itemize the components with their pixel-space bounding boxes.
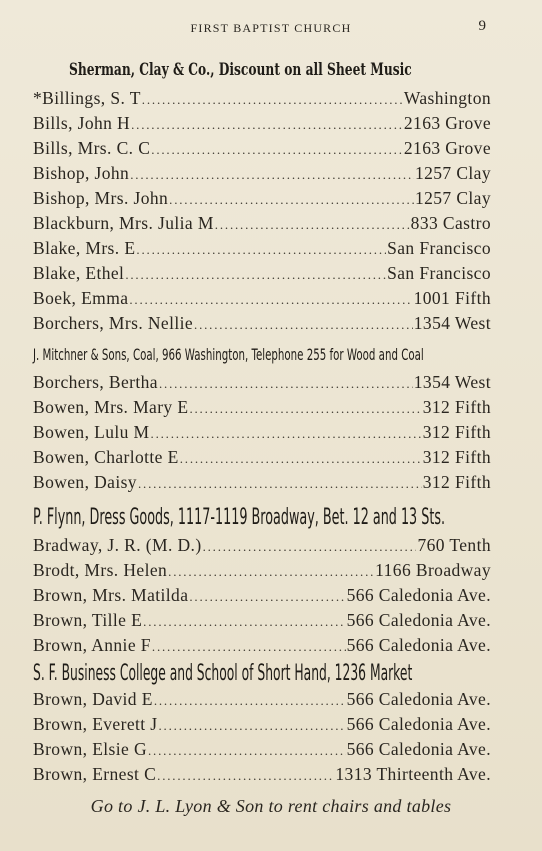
entry-name: Bowen, Lulu M [33,422,150,442]
dot-leader [142,92,403,108]
entry-name: Bowen, Mrs. Mary E [33,397,189,417]
directory-entry [33,610,491,634]
ad-business-college: S. F. Business College and School of Short Hand, 1236 Market [33,661,413,686]
directory-entry [33,213,491,237]
directory-entry [33,188,491,212]
entry-address: 833 Castro [410,213,491,233]
directory-entry [33,238,491,262]
entry-name: Blackburn, Mrs. Julia M [33,213,214,233]
entry-address: 1354 West [413,372,491,392]
ad-flynn-dress-goods: P. Flynn, Dress Goods, 1117-1119 Broadway, Bet. 12 and 13 Sts. [33,505,446,530]
dot-leader [168,564,374,580]
entry-name: Bishop, Mrs. John [33,188,169,208]
entry-name: Brown, Annie F [33,635,151,655]
entry-name: Bills, Mrs. C. C [33,138,151,158]
entry-name: Blake, Mrs. E [33,238,136,258]
dot-leader [131,117,403,133]
running-head [0,18,542,38]
directory-entry [33,560,491,584]
directory-entry [33,739,491,763]
entry-name: Bowen, Daisy [33,472,137,492]
entry-address: 1166 Broadway [375,560,491,580]
page-number: 9 [478,18,486,34]
directory-entry [33,635,491,659]
entry-name: Brown, David E [33,689,153,709]
entry-address: 1313 Thirteenth Ave. [335,764,491,784]
directory-entry [33,714,491,738]
dot-leader [180,451,422,467]
entry-name: Borchers, Mrs. Nellie [33,313,194,333]
entry-address: Washington [403,88,491,108]
entry-name: Brown, Everett J [33,714,158,734]
dot-leader [138,476,422,492]
dot-leader [203,539,417,555]
entry-address: 312 Fifth [422,447,491,467]
directory-entry [33,313,491,337]
entry-address: 566 Caledonia Ave. [346,739,491,759]
directory-entry [33,397,491,421]
entry-address: 2163 Grove [403,138,491,158]
dot-leader [215,217,410,233]
entry-name: Bradway, J. R. (M. D.) [33,535,202,555]
dot-leader [129,292,412,308]
entry-name: Bishop, John [33,163,130,183]
entry-address: 312 Fifth [422,397,491,417]
dot-leader [194,317,413,333]
directory-entry [33,447,491,471]
dot-leader [136,242,386,258]
dot-leader [189,401,421,417]
directory-entry [33,422,491,446]
dot-leader [151,426,422,442]
directory-entry [33,288,491,312]
entry-address: 1257 Clay [414,163,491,183]
directory-entry [33,535,491,559]
dot-leader [157,768,334,784]
entry-name: Bills, John H [33,113,131,133]
entry-name: Brown, Mrs. Matilda [33,585,189,605]
entry-address: 566 Caledonia Ave. [346,714,491,734]
ad-mitchner-coal: J. Mitchner & Sons, Coal, 966 Washington, Telephone 255 for Wood and Coal [33,345,424,364]
entry-name: Boek, Emma [33,288,129,308]
entry-address: 760 Tenth [417,535,491,555]
entry-address: 1354 West [413,313,491,333]
entry-address: San Francisco [387,263,491,283]
directory-entry [33,263,491,287]
dot-leader [159,376,413,392]
entry-name: Bowen, Charlotte E [33,447,179,467]
directory-entry [33,113,491,137]
entry-address: 566 Caledonia Ave. [346,610,491,630]
dot-leader [125,267,386,283]
directory-entry [33,764,491,788]
directory-entry [33,585,491,609]
entry-name: Brown, Ernest C [33,764,157,784]
dot-leader [151,142,403,158]
entry-name: Brown, Elsie G [33,739,147,759]
footer-ad: Go to J. L. Lyon & Son to rent chairs and tables [90,796,452,816]
dot-leader [148,743,346,759]
running-title: FIRST BAPTIST CHURCH [190,21,352,35]
dot-leader [169,192,414,208]
entry-address: 566 Caledonia Ave. [346,585,491,605]
directory-entry [33,472,491,496]
dot-leader [130,167,414,183]
directory-entry [33,163,491,187]
directory-entry [33,138,491,162]
dot-leader [159,718,346,734]
entry-address: 1001 Fifth [413,288,491,308]
dot-leader [152,639,346,655]
entry-address: San Francisco [387,238,491,258]
entry-address: 566 Caledonia Ave. [346,635,491,655]
entry-name: *Billings, S. T [33,88,141,108]
directory-entry [33,372,491,396]
entry-address: 312 Fifth [422,422,491,442]
dot-leader [143,614,345,630]
entry-address: 566 Caledonia Ave. [346,689,491,709]
entry-name: Brown, Tille E [33,610,143,630]
entry-address: 2163 Grove [403,113,491,133]
directory-entry [33,88,491,112]
entry-address: 312 Fifth [422,472,491,492]
dot-leader [189,589,345,605]
entry-name: Blake, Ethel [33,263,125,283]
entry-address: 1257 Clay [414,188,491,208]
ad-sherman-clay: Sherman, Clay & Co., Discount on all Sheet Music [69,60,412,80]
entry-name: Borchers, Bertha [33,372,158,392]
directory-entry [33,689,491,713]
dot-leader [154,693,346,709]
entry-name: Brodt, Mrs. Helen [33,560,168,580]
